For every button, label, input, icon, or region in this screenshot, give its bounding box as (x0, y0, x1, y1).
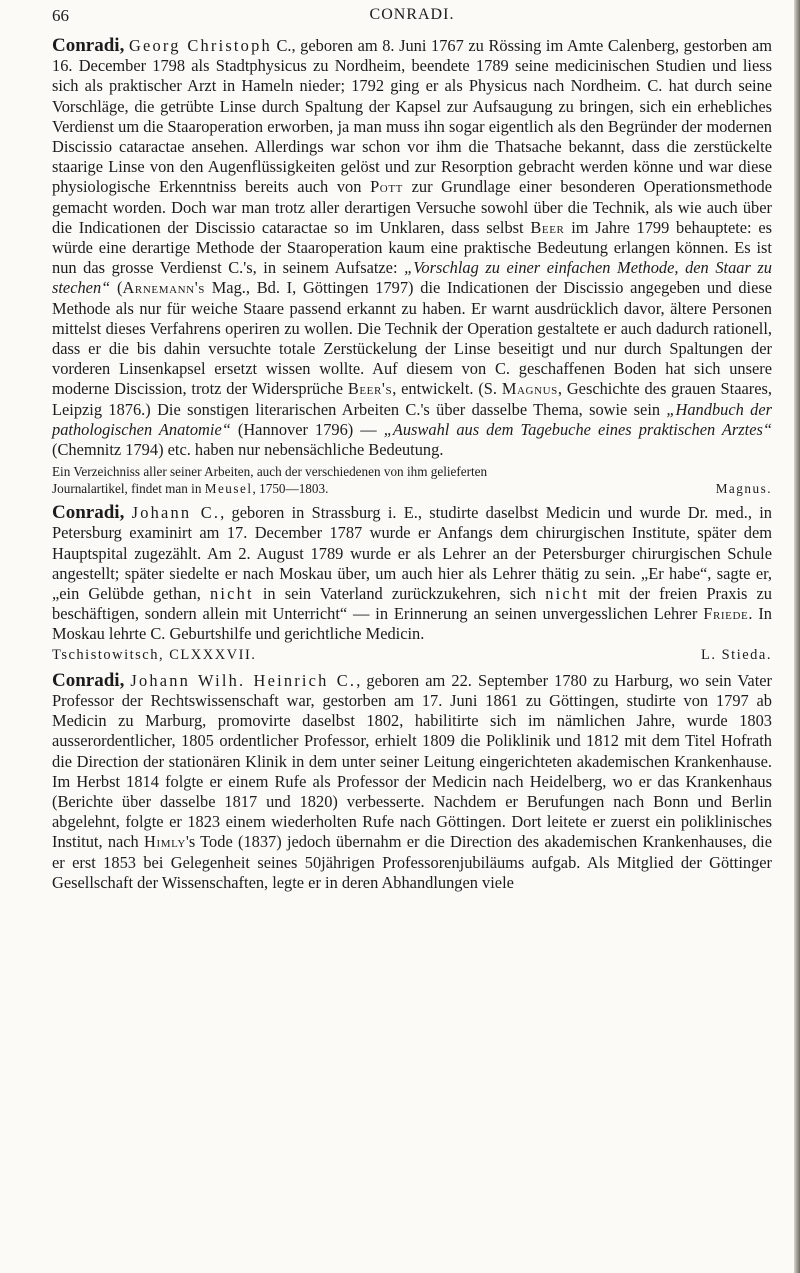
entry-johann-wilh-heinrich (52, 671, 772, 893)
reference-note: Ein Verzeichniss aller seiner Arbeiten, auch der verschiedenen von ihm gelieferten (52, 464, 488, 480)
emphasis: nicht (209, 584, 254, 604)
emphasis: nicht (545, 584, 589, 604)
reference-source: Tschistowitsch, CLXXXVII. (52, 646, 257, 663)
reference-line (52, 645, 772, 665)
person-ref: Pott (370, 177, 403, 197)
entry-johann (52, 503, 772, 664)
work-title: „Handbuch der pathologischen Anatomie“ (52, 399, 772, 439)
author-signature: Magnus. (715, 481, 772, 497)
person-ref: Himly (144, 832, 186, 852)
person-ref: Meusel (204, 481, 253, 497)
page-header (52, 6, 772, 36)
author-signature: L. Stieda. (701, 646, 772, 663)
work-title: „Vorschlag zu einer einfachen Methode, den Staar zu stechen“ (52, 258, 772, 298)
given-names: Johann C. (131, 503, 221, 523)
page-number: 66 (52, 6, 69, 25)
running-head: CONRADI. (369, 6, 455, 23)
entry-text: Conradi, Georg Christoph C., geboren am 8. Juni 1767 zu Rössing im Amte Calenberg, gestorben am 16. December 1798 als Stadtphysicus zu Nordheim, beendete 1789 seine medicinischen Studien und liess sich als praktischer Arzt in Hameln nieder; 1792 ging er als Physicus nach Nordheim. C. hat durch seine Vorschläge, die getrübte Linse durch Spaltung der Kapsel zur Aufsaugung zu bringen, sich ein erhebliches Verdienst um die Staaroperation erworben, ja man muss ihn sogar eigentlich als den Begründer der modernen Discissio cataractae ansehen. Allerdings war schon vor ihm die Thatsache bekannt, dass die zerstückelte staarige Linse von den Augenflüssigkeiten gelöst und zur Resorption gebracht werden könne und war diese physiologische Erkenntniss bereits auch von Pott zur Grundlage einer besonderen Operationsmethode gemacht worden. Doch war man trotz aller derartigen Versuche sowohl über die Technik, als wie auch über die Indicationen der Discissio cataractae so im Unklaren, dass selbst Beer im Jahre 1799 behauptete: es würde eine derartige Methode der Staaroperation kaum eine praktische Bedeutung erlangen können. Es ist nun das grosse Verdienst C.'s, in seinem Aufsatze: „Vorschlag zu einer einfachen Methode, den Staar zu stechen“ (Arnemann's Mag., Bd. I, Göttingen 1797) die Indicationen der Discissio angegeben und diese Methode als nur für weiche Staare passend erkannt zu haben. Er warnt ausdrücklich davor, ältere Personen mittelst dieses Verfahrens operiren zu wollen. Die Technik der Operation gestaltete er auch dadurch rationell, dass er die bis dahin versuchte totale Zerstückelung der Linse beseitigt und nur durch Spaltungen der vorderen Linsenkapsel ersetzt wissen wollte. Auf diesem von C. geschaffenen Boden hat sich unsere moderne Discission, trotz der Widersprüche Beer's, entwickelt. (S. Magnus, Geschichte des grauen Staares, Leipzig 1876.) Die sonstigen literarischen Arbeiten C.'s über dasselbe Thema, sowie sein „Handbuch der pathologischen Anatomie“ (Hannover 1796) — „Auswahl aus dem Tagebuche eines praktischen Arztes“ (Chemnitz 1794) etc. haben nur nebensächliche Bedeutung. (52, 35, 772, 460)
person-ref: Friede (703, 604, 749, 624)
entry-name: Conradi, (52, 35, 125, 56)
given-names: Georg Christoph (128, 36, 272, 55)
entry-name: Conradi, (52, 669, 125, 691)
entry-georg-christoph (52, 36, 772, 497)
given-names: Johann Wilh. Heinrich C. (130, 670, 357, 690)
person-ref: Arnemann's (122, 278, 205, 298)
person-ref: Beer's (347, 379, 393, 399)
reference-line: Journalartikel, findet man in Meusel, 1750—1803. Magnus. (52, 481, 772, 497)
person-ref: Beer (530, 217, 565, 237)
work-title: „Auswahl aus dem Tagebuche eines praktischen Arztes“ (383, 419, 772, 439)
page (52, 6, 772, 893)
entry-text: Conradi, Johann Wilh. Heinrich C., geboren am 22. September 1780 zu Harburg, wo sein Vater Professor der Rechtswissenschaft war, gestorben am 17. Juni 1861 zu Göttingen, studirte von 1797 ab Medicin zu Marburg, promovirte daselbst 1802, habilitirte sich im nämlichen Jahre, wurde 1803 ausserordentlicher, 1805 ordentlicher Professor, erhielt 1809 die Poliklinik und 1812 mit dem Titel Hofrath die Direction der stationären Klinik in dem unter seiner Leitung eingerichteten akademischen Krankenhause. Im Herbst 1814 folgte er einem Rufe als Professor der Medicin nach Heidelberg, wo er das Krankenhaus (Berichte über dasselbe 1817 und 1820) verbesserte. Nachdem er Berufungen nach Bonn und Berlin abgelehnt, folgte er 1823 einem wiederholten Rufe nach Göttingen. Dort leitete er zuerst ein poliklinisches Institut, nach Himly's Tode (1837) jedoch übernahm er die Direction des akademischen Krankenhauses, die er erst 1853 bei Gelegenheit seines 50jährigen Professorenjubiläums aufgab. Als Mitglied der Göttinger Gesellschaft der Wissenschaften, legte er in deren Abhandlungen viele (52, 669, 772, 892)
person-ref: Magnus (501, 379, 558, 399)
page-edge-shadow (794, 0, 800, 1273)
entry-name: Conradi, (52, 502, 125, 524)
entry-text: Conradi, Johann C., geboren in Strassburg i. E., studirte daselbst Medicin und wurde Dr. med., in Petersburg examinirt am 17. December 1787 wurde er Anfangs dem chirurgischen Institute, später dem Hauptspital zugezählt. Am 2. August 1789 wurde er als Lehrer an der Petersburger chirurgischen Schule angestellt; später siedelte er nach Moskau über, um auch hier als Lehrer thätig zu sein. „Er habe“, sagte er, „ein Gelübde gethan, nicht in sein Vaterland zurückzukehren, sich nicht mit der freien Praxis zu beschäftigen, sondern allein mit Unterricht“ — in Erinnerung an seinen unvergesslichen Lehrer Friede. In Moskau lehrte C. Geburtshilfe und gerichtliche Medicin. (52, 502, 773, 644)
